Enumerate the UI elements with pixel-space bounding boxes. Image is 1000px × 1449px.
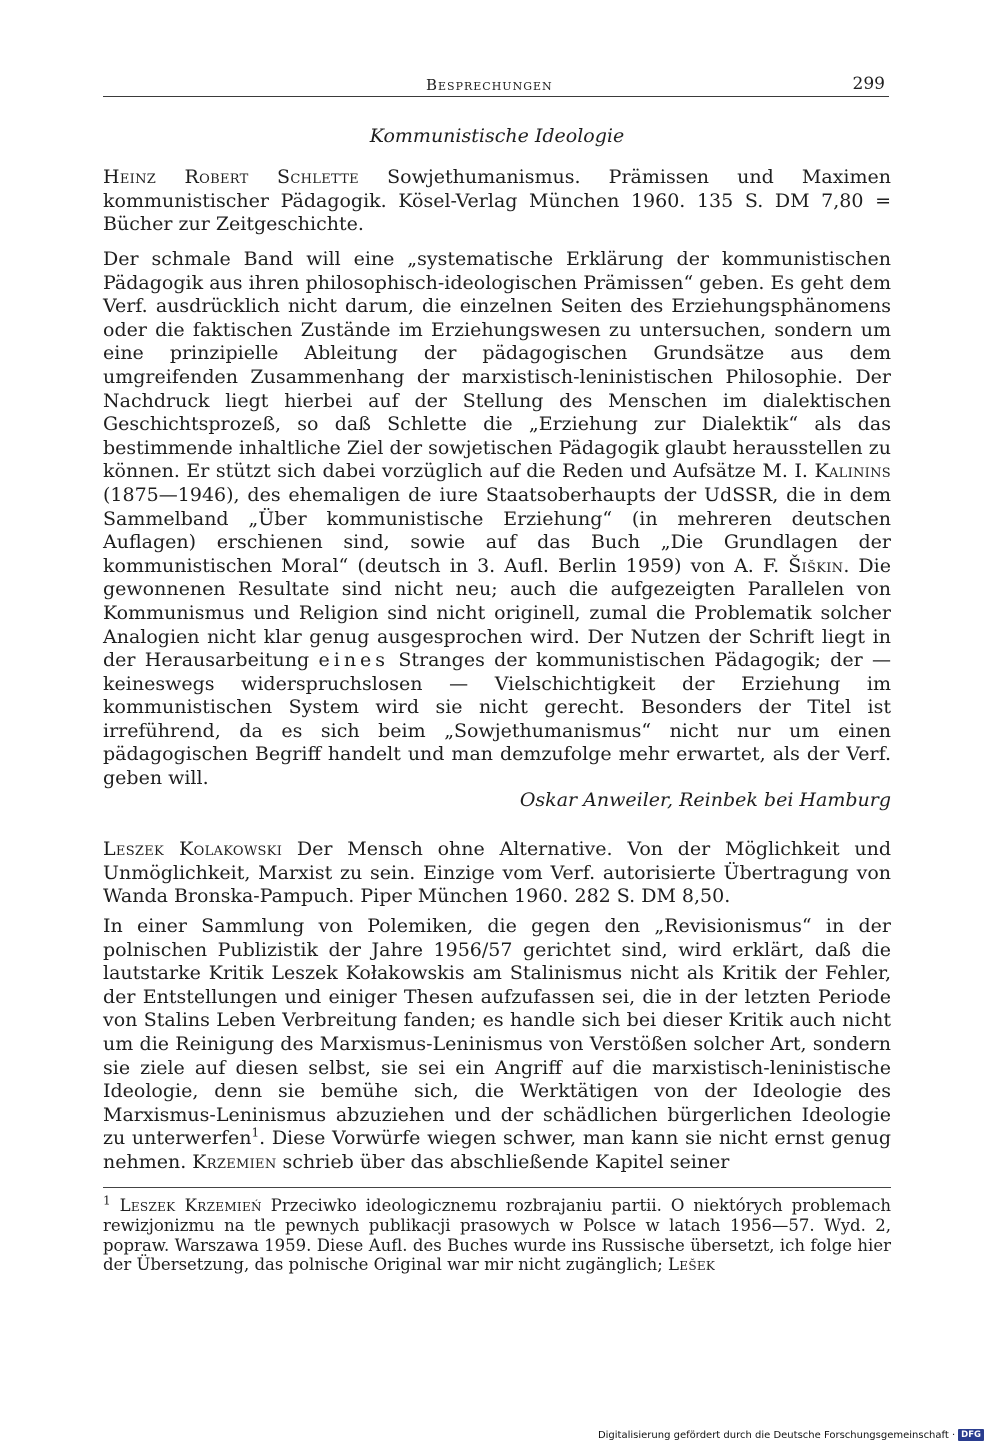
review1-text-1: Der schmale Band will eine „systematische Erklärung der kommunistischen Pädagogik aus ihren philosophisch-ideologischen Prämissen“ geben. Es geht dem Verf. ausdrücklich nicht darum, die einzelnen Seiten des Erziehungsphänomens oder die faktischen Zustände im Erziehungswesen zu untersuchen, sondern um eine prinzipielle Ableitung der pädagogischen Grundsätze aus dem umgreifenden Zusammenhang der marxistisch-leninistischen Philosophie. Der Nachdruck liegt hierbei auf der Stellung des Menschen im dialektischen Geschichtsprozeß, so daß Schlette die „Erziehung zur Dialektik“ als das bestimmende inhaltliche Ziel der sowjetischen Pädagogik glaubt herausstellen zu können. Er stützt sich dabei vorzüglich auf die Reden und Aufsätze M. I. bbox=[103, 248, 891, 483]
review2-name-krzemien: Krzemien bbox=[192, 1150, 277, 1173]
review1-name-siskin: Šiškin bbox=[788, 554, 844, 577]
page-number: 299 bbox=[852, 74, 885, 94]
review2-body bbox=[103, 915, 891, 1175]
digitization-credit bbox=[598, 1429, 984, 1441]
footnote-reference[interactable]: 1 bbox=[251, 1126, 260, 1141]
review2-author: Leszek Kolakowski bbox=[103, 838, 283, 860]
credit-text: Digitalisierung gefördert durch die Deutsche Forschungsgemeinschaft · bbox=[597, 1429, 956, 1441]
footnote-author: Leszek Krzemień bbox=[119, 1196, 262, 1215]
review2-text-2: . Diese Vorwürfe wiegen schwer, man kann sie nicht ernst genug nehmen. bbox=[103, 1127, 891, 1173]
review1-name-kalinin: Kalinins bbox=[814, 460, 891, 483]
footnote-rule bbox=[103, 1187, 891, 1188]
footnote bbox=[103, 1193, 891, 1275]
review1-emphasis: eines bbox=[318, 649, 390, 672]
header-rule bbox=[103, 96, 889, 97]
review2-text-1: In einer Sammlung von Polemiken, die gegen den „Revisionismus“ in der polnischen Publizistik der Jahre 1956/57 gerichtet sind, wird erklärt, daß die lautstarke Kritik Leszek Kołakowskis am Stalinismus nicht als Kritik der Fehler, der Entstellungen und einiger Thesen aufzufassen sei, die in der letzten Periode von Stalins Leben Verbreitung fanden; es handle sich bei dieser Kritik auch nicht um die Reinigung des Marxismus-Leninismus von Verstößen solcher Art, sondern sie ziele auf diesen selbst, sie sei ein Angriff auf die marxistisch-leninistische Ideologie, denn sie bemühe sich, die Werktätigen von der Ideologie des Marxismus-Leninismus abzuziehen und der schädlichen bürgerlichen Ideologie zu unterwerfen bbox=[103, 915, 891, 1150]
review1-author: Heinz Robert Schlette bbox=[103, 166, 359, 188]
dfg-logo-icon: DFG bbox=[958, 1429, 984, 1441]
review1-text-2: (1875—1946), des ehemaligen de iure Staatsoberhaupts der UdSSR, die in dem Sammelband „Über kommunistische Erziehung“ (in mehreren deutschen Auflagen) erschienen sind, sowie auf das Buch „Die Grundlagen der kommunistischen Moral“ (deutsch in 3. Aufl. Berlin 1959) von A. F. bbox=[103, 483, 891, 577]
review2-biblio-text: Der Mensch ohne Alternative. Von der Möglichkeit und Unmöglichkeit, Marxist zu sein. Einzige vom Verf. autorisierte Übertragung von Wanda Bronska-Pampuch. Piper München 1960. 282 S. DM 8,50. bbox=[103, 838, 891, 908]
footnote-marker: 1 bbox=[103, 1193, 111, 1208]
running-title: Besprechungen bbox=[426, 76, 553, 94]
review1-text-4: Stranges der kommunistischen Pädagogik; der — keineswegs widerspruchslosen — Vielschichtigkeit der Erziehung im kommunistischen System wird sie nicht gerecht. Besonders der Titel ist irreführend, da es sich beim „Sowjethumanismus“ nicht nur um einen pädagogischen Begriff handelt und man demzufolge mehr erwartet, als der Verf. geben will. bbox=[103, 649, 891, 790]
review1-signature-block bbox=[103, 789, 891, 813]
section-title: Kommunistische Ideologie bbox=[369, 125, 625, 147]
review1-biblio-text: Sowjethumanismus. Prämissen und Maximen kommunistischer Pädagogik. Kösel-Verlag München 1960. 135 S. DM 7,80 = Bücher zur Zeitgeschichte. bbox=[103, 166, 891, 236]
review1-text-3: . Die gewonnenen Resultate sind nicht neu; auch die aufgezeigten Parallelen von Kommunismus und Religion sind nicht originell, zumal die Problematik solcher Analogien nicht klar genug ausgesprochen wird. Der Nutzen der Schrift liegt in der Herausarbeitung bbox=[103, 554, 891, 672]
review2-bibliography bbox=[103, 838, 891, 909]
running-header bbox=[103, 72, 889, 98]
review1-bibliography bbox=[103, 166, 891, 237]
footnote-trailing-name: Lešek bbox=[668, 1255, 716, 1275]
review1-signature: Oskar Anweiler, Reinbek bei Hamburg bbox=[519, 789, 891, 811]
footnote-text: Przeciwko ideologicznemu rozbrajaniu partii. O niektórych problemach rewizjonizmu na tle pewnych publikacji prasowych w Polsce w latach 1956—57. Wyd. 2, popraw. Warszawa 1959. Diese Aufl. des Buches wurde ins Russische übersetzt, ich folge hier der Übersetzung, das polnische Original war mir nicht zugänglich; bbox=[103, 1196, 891, 1275]
review2-text-3: schrieb über das abschließende Kapitel seiner bbox=[276, 1150, 730, 1173]
review1-body bbox=[103, 248, 891, 791]
